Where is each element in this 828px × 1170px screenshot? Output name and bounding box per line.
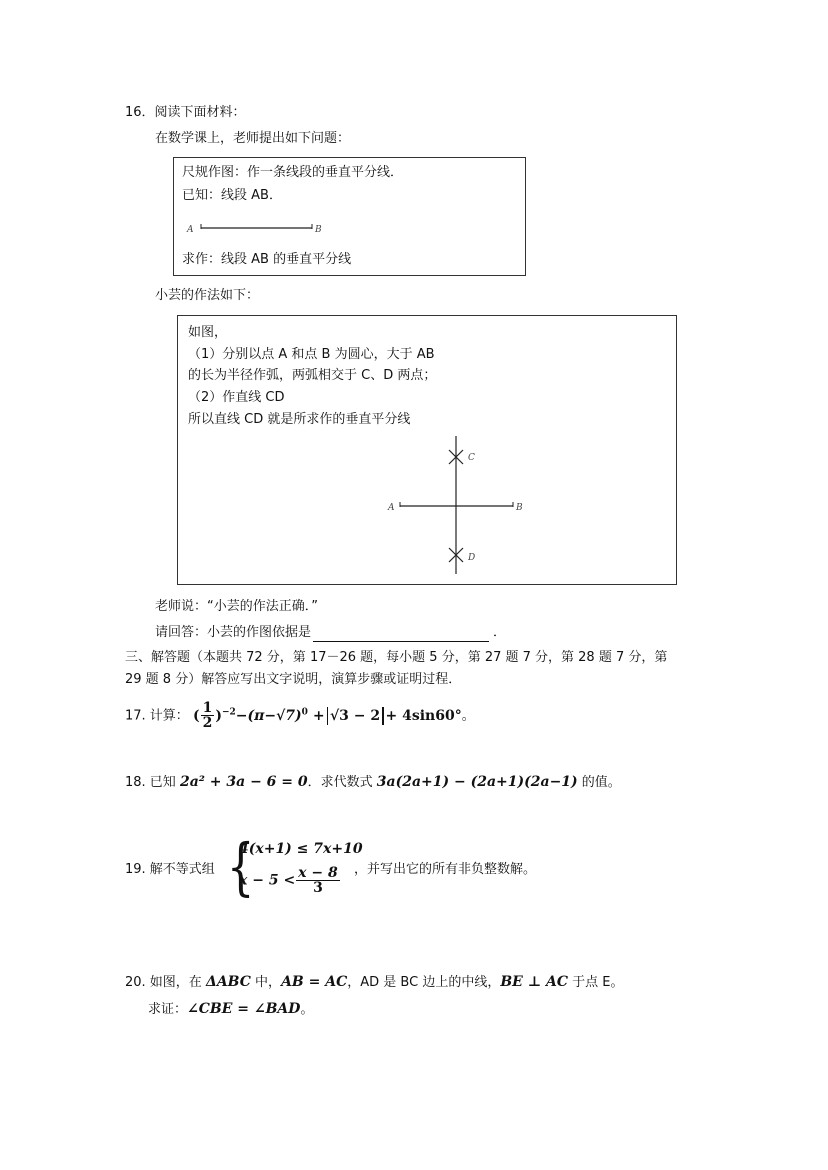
q20: 20. 如图，在 ΔABC 中，AB = AC，AD 是 BC 边上的中线，BE ⊥ AC 于点 E。 [125, 974, 624, 990]
problem-box [173, 157, 526, 276]
q16-label: 16．阅读下面材料： [125, 105, 246, 120]
answer-prefix: 请回答：小芸的作图依据是 [155, 625, 312, 640]
q18-equation: 2a² + 3a − 6 = 0 [179, 774, 308, 790]
q19-inequality-1: 4(x+1) ≤ 7x+10 [239, 841, 363, 857]
section3-line-2: 29 题 8 分）解答应写出文字说明，演算步骤或证明过程． [125, 672, 462, 687]
answer-line [155, 624, 506, 642]
problem-line-2: 已知：线段 AB． [182, 188, 282, 203]
q17-fraction: $\frac{1}{2}$ [202, 700, 213, 732]
section3-line-1: 三、解答题（本题共 72 分，第 17－26 题，每小题 5 分，第 27 题 7 分，第 28 题 7 分，第 [125, 650, 668, 665]
fig-label-a: A [388, 503, 395, 513]
method-box [177, 315, 677, 585]
system-brace: { [226, 830, 255, 903]
fig-label-d: D [468, 553, 476, 563]
label-point-a: A [187, 225, 194, 235]
fig-label-b: B [516, 503, 523, 513]
answer-suffix: ． [493, 625, 507, 640]
q16-intro: 在数学课上，老师提出如下问题： [155, 131, 351, 146]
method-line-2: （1）分别以点 A 和点 B 为圆心，大于 AB [188, 347, 435, 362]
q19-inequality-2: x − 5 < $\frac{x - 8}{3}$ [239, 865, 338, 896]
q17-label: 17. 计算： [125, 708, 189, 724]
fig-label-c: C [468, 453, 475, 463]
q17: 17. 计算： ( $\frac{1}{2}$ )$^{-2}-(\pi-√7)^0 + √3 - 2 + 4\sin 60^\circ$。 [125, 700, 475, 732]
q20-prove: 求证：∠CBE = ∠BAD。 [148, 1001, 314, 1017]
q19-label: 19. 解不等式组 [125, 862, 215, 877]
problem-line-3: 求作：线段 AB 的垂直平分线 [182, 252, 352, 267]
perpendicular-bisector-figure [383, 431, 533, 581]
q18-expression: 3a(2a+1) − (2a+1)(2a−1) [376, 774, 578, 790]
q18: 18. 已知 2a² + 3a − 6 = 0．求代数式 3a(2a+1) − (2a+1)(2a−1) 的值。 [125, 774, 621, 790]
method-line-3: 的长为半径作弧，两弧相交于 C、D 两点； [188, 368, 437, 383]
answer-blank[interactable] [313, 627, 489, 642]
segment-ab-figure [184, 220, 324, 236]
problem-line-1: 尺规作图：作一条线段的垂直平分线． [182, 165, 404, 180]
method-line-4: （2）作直线 CD [188, 390, 285, 405]
q19-tail: ，并写出它的所有非负整数解。 [354, 862, 537, 877]
teacher-comment: 老师说：“小芸的作法正确．” [155, 599, 318, 614]
label-point-b: B [315, 225, 322, 235]
method-intro: 小芸的作法如下： [155, 288, 260, 303]
method-line-1: 如图， [188, 325, 228, 340]
method-line-5: 所以直线 CD 就是所求作的垂直平分线 [188, 412, 411, 427]
